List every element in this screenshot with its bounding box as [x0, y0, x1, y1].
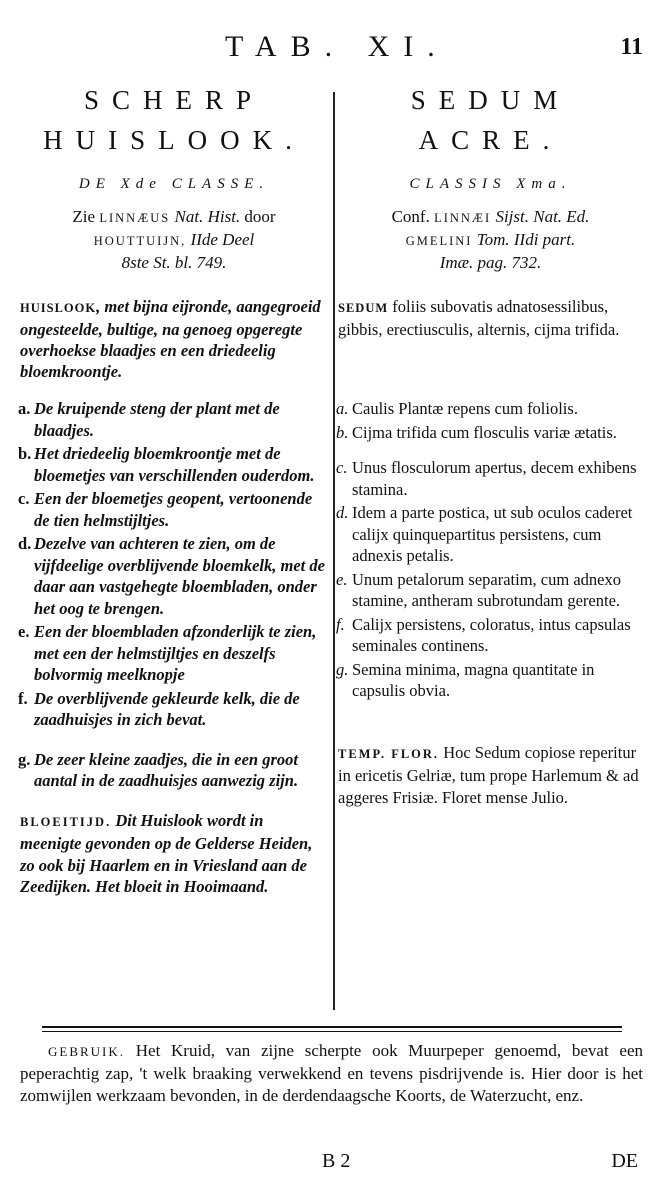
- latin-class-line: CLASSIS Xma.: [409, 176, 572, 192]
- plate-title: TAB. XI.: [225, 30, 449, 63]
- dutch-figure-list: [20, 398, 328, 792]
- item-label: g.: [336, 659, 349, 679]
- page-number: 11: [620, 34, 643, 60]
- dutch-reference: [20, 206, 328, 274]
- item-label: a.: [336, 399, 349, 418]
- item-label: f.: [18, 688, 28, 708]
- item-label: b.: [18, 444, 32, 463]
- list-item: [20, 749, 328, 792]
- usage-paragraph: [20, 1040, 643, 1107]
- item-text: De kruipende steng der plant met de blaadjes.: [34, 399, 280, 440]
- item-label: f.: [336, 614, 345, 634]
- column-divider: [333, 92, 335, 1010]
- flowering-text: Hoc Sedum copiose reperitur in ericetis Gelriæ, tum prope Harlemum & ad aggeres Frisiæ. Floret mense Julio.: [338, 742, 639, 807]
- latin-flowering-time: [338, 742, 643, 809]
- ref-work: Sijst. Nat. Ed.: [491, 207, 590, 226]
- item-text: Unum petalorum separatim, cum adnexo stamine, antheram subrotundam gerente.: [352, 569, 621, 610]
- dutch-column: [20, 80, 328, 898]
- ref-volume: Tom. IIdi part.: [472, 230, 576, 249]
- description-lead: HUISLOOK: [20, 301, 97, 315]
- item-text: Het driedeelig bloemkroontje met de bloemetjes van verschillenden ouderdom.: [34, 444, 315, 485]
- item-text: Semina minima, magna quantitate in capsulis obvia.: [352, 659, 595, 700]
- latin-description: [338, 296, 643, 340]
- dutch-reference-line2: [20, 229, 328, 252]
- latin-reference-line1: [338, 206, 643, 229]
- catchword: DE: [611, 1150, 638, 1172]
- ref-volume: IIde Deel: [186, 230, 255, 249]
- item-label: d.: [18, 534, 32, 553]
- usage-text: Het Kruid, van zijne scherpte ook Muurpeper genoemd, bevat een peperachtig zap, 't welk braaking verwekkend en tevens pisdrijvende is. Hier door is het zomwijlen werkzaam bevonden, in de derdendaagsche Koorts, de Waterzucht, enz.: [20, 1041, 643, 1105]
- ref-page: 8ste St. bl. 749.: [121, 253, 227, 272]
- dutch-title-line1: SCHERP: [83, 85, 265, 115]
- latin-column: [338, 80, 643, 808]
- dutch-reference-line1: [20, 206, 328, 229]
- latin-reference: [338, 206, 643, 274]
- latin-reference-line3: [338, 252, 643, 274]
- description-text: , met bijna eijronde, aangegroeid ongesteelde, bultige, na genoeg opgeregte overhoekse blaadjes en een driedeelig bloemkroontje.: [20, 297, 321, 381]
- item-label: e.: [18, 622, 30, 641]
- item-text: Een der bloemetjes geopent, vertoonende de tien helmstijltjes.: [34, 489, 313, 530]
- item-text: De overblijvende gekleurde kelk, die de zaadhuisjes in zich bevat.: [34, 688, 300, 729]
- rule-top: [42, 1026, 622, 1028]
- latin-title-line2: ACRE.: [418, 125, 563, 155]
- item-text: Dezelve van achteren te zien, om de vijfdeelige overblijvende bloemkelk, met de daar aan vastgehegte bloembladen, onder het oog te brengen.: [34, 534, 325, 618]
- item-label: c.: [18, 489, 30, 508]
- dutch-class-line: DE Xde CLASSE.: [78, 176, 270, 192]
- ref-author: GMELINI: [405, 234, 473, 248]
- list-item: [20, 533, 328, 619]
- item-label: e.: [336, 569, 348, 589]
- item-text: Calijx persistens, coloratus, intus capsulas seminales continens.: [352, 614, 631, 655]
- ref-page: Imæ. pag. 732.: [439, 253, 542, 272]
- list-item: [20, 688, 328, 731]
- item-text: Caulis Plantæ repens cum foliolis.: [352, 399, 578, 418]
- rule-bottom: [42, 1031, 622, 1032]
- ref-text: Conf.: [391, 207, 435, 226]
- latin-figure-list: [338, 398, 643, 702]
- usage-lead: GEBRUIK.: [48, 1044, 126, 1059]
- list-item: [338, 569, 643, 612]
- list-item: [338, 614, 643, 657]
- item-text: Unus flosculorum apertus, decem exhibens stamina.: [352, 458, 637, 499]
- ref-work: Nat. Hist.: [170, 207, 241, 226]
- latin-reference-line2: [338, 229, 643, 252]
- latin-title-line1: SEDUM: [410, 85, 571, 115]
- flowering-lead: TEMP. FLOR.: [338, 746, 440, 761]
- item-text: Idem a parte postica, ut sub oculos caderet calijx quinquepartitus persistens, cum adnexis petalis.: [352, 503, 633, 565]
- list-item: [20, 621, 328, 686]
- item-label: b.: [336, 422, 349, 442]
- ref-text: Zie: [72, 207, 100, 226]
- flowering-lead: BLOEITIJD.: [20, 814, 112, 829]
- description-text: foliis subovatis adnatosessilibus, gibbis, erectiusculis, alternis, cijma trifida.: [338, 297, 620, 339]
- dutch-title-line2: HUISLOOK.: [43, 125, 305, 155]
- item-label: g.: [18, 749, 31, 769]
- ref-author: HOUTTUIJN,: [93, 234, 187, 248]
- ref-text: door: [240, 207, 276, 226]
- ref-author: LINNÆI: [434, 211, 492, 225]
- list-item: [338, 457, 643, 500]
- page-footer: [0, 1150, 663, 1180]
- description-lead: SEDUM: [338, 301, 389, 315]
- item-label: d.: [336, 503, 349, 522]
- flowering-text: Dit Huislook wordt in meenigte gevonden op de Gelderse Heiden, zo ook bij Haarlem en in Vriesland aan de Zeedijken. Het bloeit in Hooimaand.: [20, 810, 313, 896]
- dutch-reference-line3: [20, 252, 328, 274]
- signature-mark: B 2: [322, 1150, 351, 1172]
- dutch-flowering-time: [20, 810, 328, 898]
- page-header: [0, 30, 663, 70]
- item-text: Een der bloembladen afzonderlijk te zien, met een der helmstijltjes en deszelfs bolvormig meelknopje: [34, 622, 317, 684]
- list-item: [338, 659, 643, 702]
- list-item: [20, 443, 328, 486]
- list-item: [338, 398, 643, 420]
- list-item: [338, 422, 643, 444]
- item-label: a.: [18, 399, 31, 418]
- item-label: c.: [336, 458, 348, 477]
- list-item: [20, 488, 328, 531]
- item-text: De zeer kleine zaadjes, die in een groot aantal in de zaadhuisjes aanwezig zijn.: [34, 749, 299, 790]
- item-text: Cijma trifida cum flosculis variæ ætatis.: [352, 422, 617, 442]
- list-item: [20, 398, 328, 441]
- list-item: [338, 502, 643, 567]
- dutch-description: [20, 296, 328, 382]
- ref-author: LINNÆUS: [99, 211, 171, 225]
